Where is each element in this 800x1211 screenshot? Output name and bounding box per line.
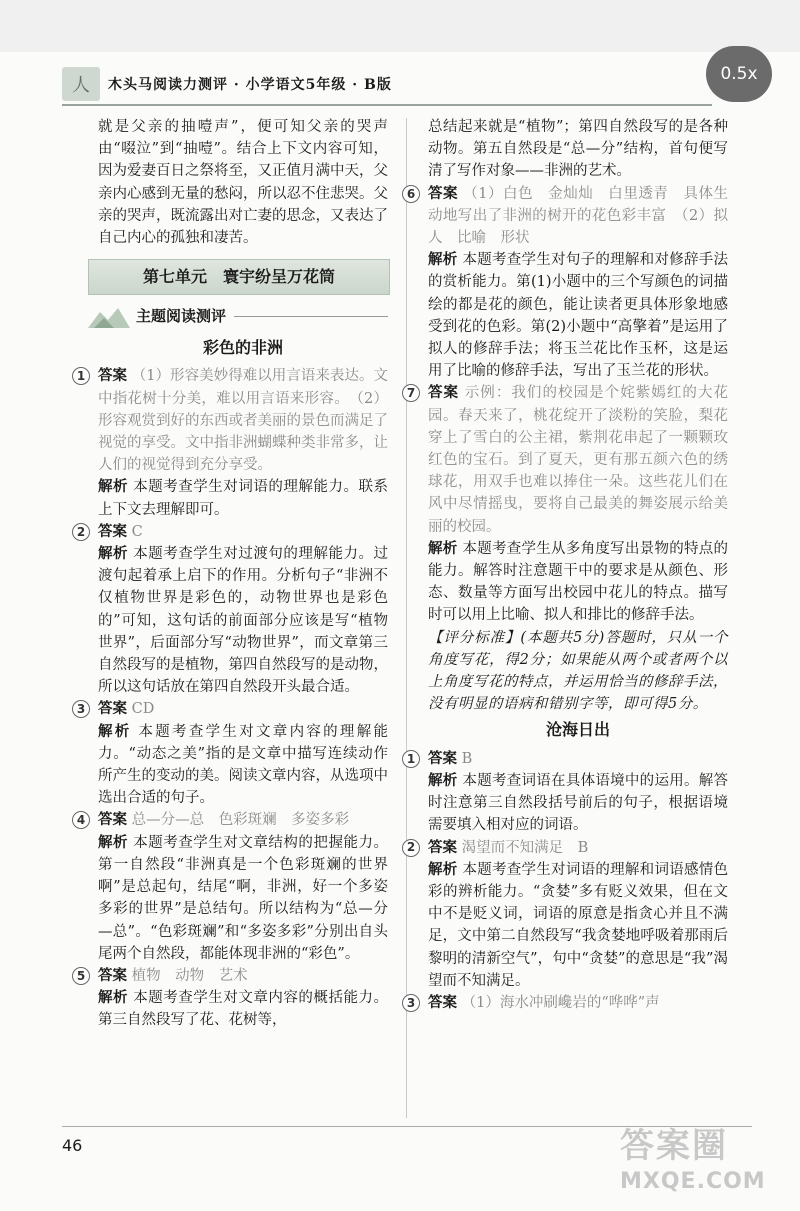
watermark-logo: 答案圈 bbox=[620, 1126, 728, 1166]
analysis-label: 解析 bbox=[98, 834, 129, 851]
analysis-text: 本题考查词语在具体语境中的运用。解答时注意第三自然段括号前后的句子，根据语境需要填入相对应的词语。 bbox=[428, 772, 729, 834]
left-column bbox=[76, 116, 389, 1032]
column-divider bbox=[406, 118, 407, 1118]
analysis-label: 解析 bbox=[428, 861, 458, 878]
mountain-icon bbox=[88, 304, 130, 328]
answer-text: 植物 动物 艺术 bbox=[131, 967, 248, 984]
answer-text: （1）白色 金灿灿 白里透青 具体生动地写出了非洲的树开的花色彩丰富 （2）拟人 比喻 形状 bbox=[428, 185, 729, 247]
right-column bbox=[406, 116, 729, 1014]
analysis-text: 本题考查学生对文章内容的概括能力。第三自然段写了花、花树等， bbox=[98, 990, 389, 1029]
analysis-label: 解析 bbox=[98, 546, 129, 563]
analysis-text: 本题考查学生对词语的理解和词语感情色彩的辨析能力。“贪婪”多有贬义效果，但在文中不是贬义词，词语的原意是指贪心并且不满足，文中第二自然段写“我贪婪地呼吸着那雨后黎明的清新空气”，句中“贪婪”的意思是“我”渴望而不知满足。 bbox=[428, 861, 729, 989]
answer-label: 答案 bbox=[428, 839, 457, 856]
question-number: 1 bbox=[72, 367, 90, 385]
question-number: 7 bbox=[402, 384, 420, 402]
watermark bbox=[620, 1118, 790, 1208]
analysis-text: 本题考查学生对词语的理解能力。联系上下文去理解即可。 bbox=[98, 479, 389, 518]
answer-text: （1）海水冲刷巉岩的“哗哗”声 bbox=[461, 994, 660, 1011]
answer-item bbox=[406, 183, 729, 383]
answer-label: 答案 bbox=[98, 368, 128, 385]
answer-label: 答案 bbox=[98, 523, 127, 540]
analysis-text: 本题考查学生从多角度写出景物的特点的能力。解答时注意题干中的要求是从颜色、形态、数量等方面写出校园中花儿的特点。描写时可以用上比喻、拟人和排比的修辞手法。 bbox=[428, 540, 729, 624]
analysis-text: 本题考查学生对句子的理解和对修辞手法的赏析能力。第(1)小题中的三个写颜色的词描绘的都是花的颜色，能让读者更具体形象地感受到花的色彩。第(2)小题中“高擎着”是运用了拟人的修辞手法；将玉兰花比作玉杯，这是运用了比喻的修辞手法，写出了玉兰花的形状。 bbox=[428, 252, 729, 380]
question-number: 2 bbox=[72, 523, 90, 541]
header-divider bbox=[62, 104, 712, 106]
scoring-criteria: 【评分标准】(本题共5分)答题时，只从一个角度写花，得2分；如果能从两个或者两个以上角度写花的特点，并运用恰当的修辞手法，没有明显的语病和错别字等，即可得5分。 bbox=[428, 629, 728, 713]
analysis-label: 解析 bbox=[98, 990, 129, 1007]
analysis-label: 解析 bbox=[428, 772, 458, 789]
analysis-text: 本题考查学生对文章内容的理解能力。“动态之美”指的是文章中描写连续动作所产生的变动的美。阅读文章内容，从选项中选出合适的句子。 bbox=[98, 723, 389, 807]
answer-item bbox=[406, 837, 729, 992]
right-intro-paragraph: 总结起来就是“植物”；第四自然段写的是各种动物。第五自然段是“总—分”结构，首句便写清了写作对象——非洲的艺术。 bbox=[428, 119, 728, 180]
question-number: 3 bbox=[72, 700, 90, 718]
question-number: 3 bbox=[402, 994, 420, 1012]
answer-label: 答案 bbox=[98, 812, 127, 829]
answer-item bbox=[76, 521, 389, 699]
question-number: 1 bbox=[402, 750, 420, 768]
analysis-text: 本题考查学生对文章结构的把握能力。第一自然段“非洲真是一个色彩斑斓的世界啊”是总起句，结尾“啊，非洲，好一个多姿多彩的世界”是总结句。所以结构为“总—分—总”。“色彩斑斓”和“多姿多彩”分别出自头尾两个自然段，都能体现非洲的“彩色”。 bbox=[98, 834, 389, 962]
answer-text: CD bbox=[131, 701, 155, 718]
theme-heading bbox=[88, 301, 388, 331]
analysis-text: 本题考查学生对过渡句的理解能力。过渡句起着承上启下的作用。分析句子“非洲不仅植物世界是彩色的，动物世界也是彩色的”可知，这句话的前面部分应该是写“植物世界”，后面部分写“动物世界”，而文章第三自然段写的是植物，第四自然段写的是动物，所以这句话放在第四自然段开头最合适。 bbox=[98, 546, 389, 696]
question-number: 6 bbox=[402, 185, 420, 203]
answer-label: 答案 bbox=[428, 385, 460, 402]
page-header bbox=[62, 60, 752, 108]
top-bar bbox=[0, 0, 800, 52]
playback-speed-button[interactable]: 0.5x bbox=[706, 46, 772, 102]
answer-text: 渴望而不知满足 B bbox=[461, 839, 589, 856]
watermark-url: MXQE.COM bbox=[620, 1169, 766, 1194]
left-intro-paragraph: 就是父亲的抽噎声”，便可知父亲的哭声由“啜泣”到“抽噎”。结合上下文内容可知，因为爱妻百日之祭将至，又正值月满中天，父亲内心感到无量的愁闷，所以忍不住悲哭。父亲的哭声，既流露出对亡妻的思念，又表达了自己内心的孤独和凄苦。 bbox=[98, 119, 388, 247]
answer-label: 答案 bbox=[428, 185, 459, 202]
analysis-label: 解析 bbox=[428, 252, 458, 269]
answer-text: B bbox=[461, 750, 473, 767]
answer-item bbox=[76, 365, 389, 520]
theme-title: 主题阅读测评 bbox=[136, 307, 227, 326]
answer-text: （1）形容美妙得难以用言语来表达。文中指花树十分美，难以用言语来形容。 （2）形容观赏到好的东西或者美丽的景色而满足了视觉的享受。文中指非洲蝴蝶种类非常多，让人们的视觉得到充分享受。 bbox=[98, 368, 389, 474]
answer-label: 答案 bbox=[428, 994, 457, 1011]
answer-text: 示例：我们的校园是个姹紫嫣红的大花园。春天来了，桃花绽开了淡粉的笑脸，梨花穿上了雪白的公主裙，紫荆花串起了一颗颗玫红色的宝石。到了夏天，更有那五颜六色的绣球花，用双手也难以捧住一朵。这些花儿们在风中尽情摇曳，要将自己最美的舞姿展示给美丽的校园。 bbox=[428, 385, 728, 535]
question-number: 2 bbox=[402, 839, 420, 857]
analysis-label: 解析 bbox=[98, 479, 129, 496]
answer-label: 答案 bbox=[98, 701, 127, 718]
book-logo-icon: 人 bbox=[62, 67, 100, 101]
answer-text: 总—分—总 色彩斑斓 多姿多彩 bbox=[131, 812, 350, 829]
answer-label: 答案 bbox=[428, 750, 457, 767]
answer-item bbox=[406, 992, 728, 1014]
question-number: 4 bbox=[72, 811, 90, 829]
answer-item bbox=[76, 965, 389, 1032]
answer-text: C bbox=[131, 523, 143, 540]
answer-item bbox=[406, 382, 729, 715]
book-title: 木头马阅读力测评 · 小学语文5年级 · B版 bbox=[108, 77, 392, 93]
analysis-label: 解析 bbox=[98, 723, 132, 740]
answer-item bbox=[76, 698, 389, 809]
answer-item bbox=[76, 809, 389, 964]
unit-banner: 第七单元 寰宇纷呈万花筒 bbox=[88, 259, 390, 295]
section-title-africa: 彩色的非洲 bbox=[202, 338, 283, 358]
theme-rule bbox=[234, 316, 388, 317]
answer-label: 答案 bbox=[98, 967, 127, 984]
page-number: 46 bbox=[62, 1136, 83, 1155]
question-number: 5 bbox=[72, 967, 90, 985]
section-title-sunrise: 沧海日出 bbox=[545, 720, 610, 740]
analysis-label: 解析 bbox=[428, 540, 458, 557]
answer-item bbox=[406, 748, 729, 837]
